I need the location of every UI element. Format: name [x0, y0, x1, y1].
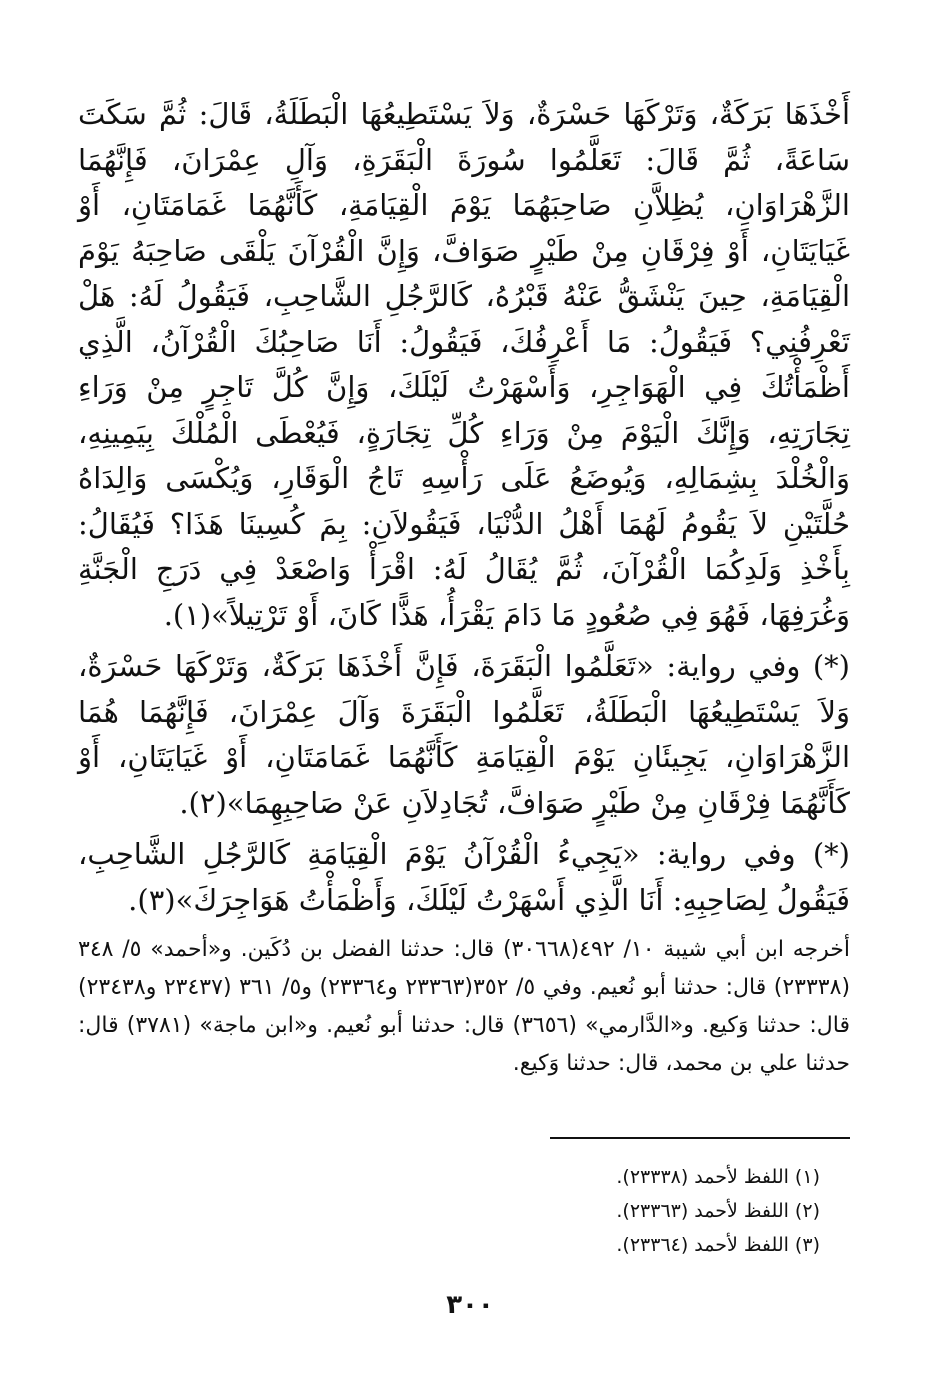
footnote-3: (٣) اللفظ لأحمد (٢٣٣٦٤). — [616, 1234, 820, 1256]
page-number: ٣٠٠ — [446, 1290, 494, 1320]
footnotes — [320, 1160, 820, 1262]
main-text — [78, 92, 850, 923]
hadith-paragraph-2: (*) وفي رواية: «تَعَلَّمُوا الْبَقَرَةَ، فَإِنَّ أَخْذَهَا بَرَكَةٌ، وَتَرْكَهَا حَسْرَةٌ، وَلاَ يَسْتَطِيعُهَا الْبَطَلَةُ، تَعَلَّمُوا الْبَقَرَةَ وَآلَ عِمْرَانَ، فَإِنَّهُمَا هُمَا الزَّهْرَاوَانِ، يَجِيئَانِ يَوْمَ الْقِيَامَةِ كَأَنَّهُمَا غَمَامَتَانِ، أَوْ غَيَايَتَانِ، أَوْ كَأَنَّهُمَا فِرْقَانِ مِنْ طَيْرٍ صَوَافَّ، تُجَادِلاَنِ عَنْ صَاحِبِهِمَا»(٢). — [78, 649, 850, 820]
hadith-paragraph-3: (*) وفي رواية: «يَجِيءُ الْقُرْآنُ يَوْمَ الْقِيَامَةِ كَالرَّجُلِ الشَّاحِبِ، فَيَقُولُ لِصَاحِبِهِ: أَنَا الَّذِي أَسْهَرْتُ لَيْلَكَ، وَأَظْمَأْتُ هَوَاجِرَكَ»(٣). — [78, 837, 850, 917]
hadith-paragraph-1: أَخْذَهَا بَرَكَةٌ، وَتَرْكَهَا حَسْرَةٌ، وَلاَ يَسْتَطِيعُهَا الْبَطَلَةُ، قَالَ: ثُمَّ سَكَتَ سَاعَةً، ثُمَّ قَالَ: تَعَلَّمُوا سُورَةَ الْبَقَرَةِ، وَآلِ عِمْرَانَ، فَإِنَّهُمَا الزَّهْرَاوَانِ، يُظِلاَّنِ صَاحِبَهُمَا يَوْمَ الْقِيَامَةِ، كَأَنَّهُمَا غَمَامَتَانِ، أَوْ غَيَايَتَانِ، أَوْ فِرْقَانِ مِنْ طَيْرٍ صَوَافَّ، وَإِنَّ الْقُرْآنَ يَلْقَى صَاحِبَهُ يَوْمَ الْقِيَامَةِ، حِينَ يَنْشَقُّ عَنْهُ قَبْرُهُ، كَالرَّجُلِ الشَّاحِبِ، فَيَقُولُ لَهُ: هَلْ تَعْرِفُنِي؟ فَيَقُولُ: مَا أَعْرِفُكَ، فَيَقُولُ: أَنَا صَاحِبُكَ الْقُرْآنُ، الَّذِي أَظْمَأْتُكَ فِي الْهَوَاجِرِ، وَأَسْهَرْتُ لَيْلَكَ، وَإِنَّ كُلَّ تَاجِرٍ مِنْ وَرَاءِ تِجَارَتِهِ، وَإِنَّكَ الْيَوْمَ مِنْ وَرَاءِ كُلِّ تِجَارَةٍ، فَيُعْطَى الْمُلْكَ بِيَمِينِهِ، وَالْخُلْدَ بِشِمَالِهِ، وَيُوضَعُ عَلَى رَأْسِهِ تَاجُ الْوَقَارِ، وَيُكْسَى وَالِدَاهُ حُلَّتَيْنِ لاَ يَقُومُ لَهُمَا أَهْلُ الدُّنْيَا، فَيَقُولاَنِ: بِمَ كُسِينَا هَذَا؟ فَيُقَالُ: بِأَخْذِ وَلَدِكُمَا الْقُرْآنَ، ثُمَّ يُقَالُ لَهُ: اقْرَأْ وَاصْعَدْ فِي دَرَجِ الْجَنَّةِ وَغُرَفِهَا، فَهُوَ فِي صُعُودٍ مَا دَامَ يَقْرَأُ، هَذًّا كَانَ، أَوْ تَرْتِيلاً»(١). — [78, 97, 851, 632]
footnote-1: (١) اللفظ لأحمد (٢٣٣٣٨). — [616, 1166, 820, 1188]
footnote-2: (٢) اللفظ لأحمد (٢٣٣٦٣). — [616, 1200, 820, 1222]
footnote-divider — [550, 1137, 850, 1139]
page-body — [78, 92, 850, 1105]
takhrij-paragraph: أخرجه ابن أبي شيبة ١٠/ ٤٩٢(٣٠٦٦٨) قال: حدثنا الفضل بن دُكَين. و«أحمد» ٥/ ٣٤٨ (٢٣٣٣٨) قال: حدثنا أبو نُعيم. وفي ٥/ ٣٥٢(٢٣٣٦٣ و٢٣٣٦٤) و٥/ ٣٦١ (٢٣٤٣٧ و٢٣٤٣٨) قال: حدثنا وَكيع. و«الدَّارمي» (٣٦٥٦) قال: حدثنا أبو نُعيم. و«ابن ماجة» (٣٧٨١) قال: حدثنا علي بن محمد، قال: حدثنا وَكيع. — [78, 937, 851, 1076]
